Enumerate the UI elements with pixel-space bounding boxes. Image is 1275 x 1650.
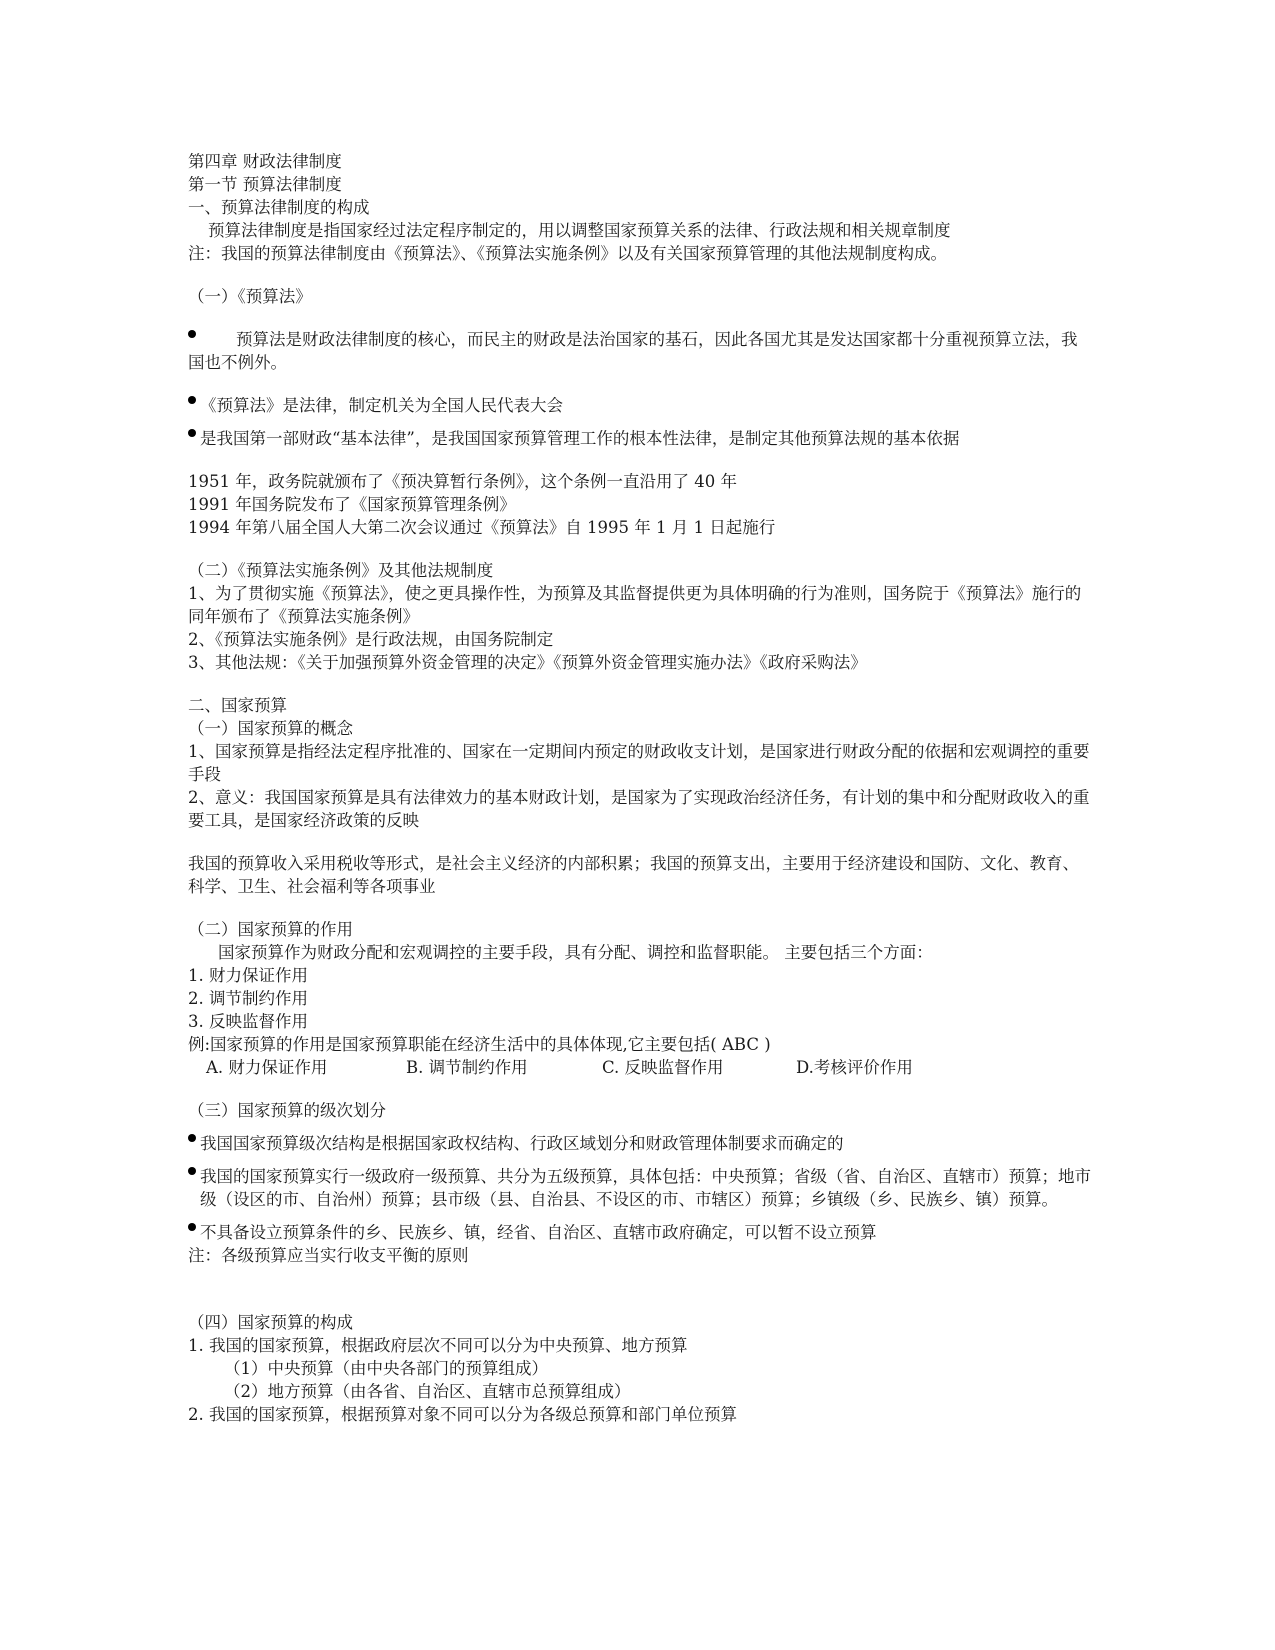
bullet-text: 《预算法》是法律，制定机关为全国人民代表大会 — [200, 396, 563, 415]
section-title: 第一节 预算法律制度 — [188, 175, 342, 194]
option-b: B. 调节制约作用 — [406, 1058, 528, 1077]
history-line: 1951 年，政务院就颁布了《预决算暂行条例》，这个条例一直沿用了 40 年 — [188, 472, 737, 491]
sub1-heading: （一）《预算法》 — [188, 287, 312, 306]
bullet-item — [188, 1165, 1093, 1211]
list-item: 1. 我国的国家预算，根据政府层次不同可以分为中央预算、地方预算 — [188, 1336, 688, 1355]
example-question: 例:国家预算的作用是国家预算职能在经济生活中的具体体现,它主要包括( ABC ) — [188, 1035, 771, 1054]
part2-sub1-heading: （一）国家预算的概念 — [188, 719, 353, 738]
bullet-item — [188, 394, 1093, 417]
history-line: 1991 年国务院发布了《国家预算管理条例》 — [188, 495, 516, 514]
chapter-title: 第四章 财政法律制度 — [188, 152, 342, 171]
bullet-text: 我国国家预算级次结构是根据国家政权结构、行政区域划分和财政管理体制要求而确定的 — [200, 1134, 844, 1153]
bullet-text: 我国的国家预算实行一级政府一级预算、共分为五级预算，具体包括：中央预算；省级（省、自治区、直辖市）预算；地市级（设区的市、自治州）预算；县市级（县、自治县、不设区的市、市辖区）预算；乡镇级（乡、民族乡、镇）预算。 — [200, 1167, 1091, 1209]
bullet-icon — [188, 429, 196, 437]
list-item: 1、国家预算是指经法定程序批准的、国家在一定期间内预定的财政收支计划，是国家进行财政分配的依据和宏观调控的重要手段 — [188, 742, 1090, 784]
bullet-icon — [188, 396, 196, 404]
paragraph: 我国的预算收入采用税收等形式，是社会主义经济的内部积累；我国的预算支出，主要用于经济建设和国防、文化、教育、科学、卫生、社会福利等各项事业 — [188, 854, 1079, 896]
bullet-icon — [188, 1167, 196, 1175]
part2-heading: 二、国家预算 — [188, 696, 287, 715]
part2-sub2-heading: （二）国家预算的作用 — [188, 920, 353, 939]
part2-sub4-heading: （四）国家预算的构成 — [188, 1313, 353, 1332]
note: 注：各级预算应当实行收支平衡的原则 — [188, 1246, 469, 1265]
list-item: 1、为了贯彻实施《预算法》，使之更具操作性，为预算及其监督提供更为具体明确的行为准则，国务院于《预算法》施行的同年颁布了《预算法实施条例》 — [188, 584, 1082, 626]
sub2-heading: （二）《预算法实施条例》及其他法规制度 — [188, 561, 494, 580]
option-d: D.考核评价作用 — [796, 1058, 913, 1077]
part1-intro: 预算法律制度是指国家经过法定程序制定的，用以调整国家预算关系的法律、行政法规和相关规章制度 — [208, 221, 951, 240]
list-item: 2. 我国的国家预算，根据预算对象不同可以分为各级总预算和部门单位预算 — [188, 1405, 737, 1424]
bullet-text: 是我国第一部财政“基本法律”，是我国国家预算管理工作的根本性法律，是制定其他预算法规的基本依据 — [200, 429, 960, 448]
list-item: 1. 财力保证作用 — [188, 966, 308, 985]
bullet-icon — [188, 330, 196, 338]
list-item: 3. 反映监督作用 — [188, 1012, 308, 1031]
sub-list-item: （1）中央预算（由中央各部门的预算组成） — [224, 1359, 548, 1378]
part1-note: 注：我国的预算法律制度由《预算法》、《预算法实施条例》以及有关国家预算管理的其他法规制度构成。 — [188, 244, 947, 263]
bullet-icon — [188, 1134, 196, 1142]
part2-sub3-heading: （三）国家预算的级次划分 — [188, 1101, 386, 1120]
history-line: 1994 年第八届全国人大第二次会议通过《预算法》自 1995 年 1 月 1 日起施行 — [188, 518, 776, 537]
bullet-icon — [188, 1223, 196, 1231]
document-page — [188, 150, 1093, 1426]
list-item: 2、意义：我国国家预算是具有法律效力的基本财政计划，是国家为了实现政治经济任务，有计划的集中和分配财政收入的重要工具，是国家经济政策的反映 — [188, 788, 1090, 830]
list-item: 2、《预算法实施条例》是行政法规，由国务院制定 — [188, 630, 554, 649]
list-item: 2. 调节制约作用 — [188, 989, 308, 1008]
option-a: A. 财力保证作用 — [206, 1058, 328, 1077]
bullet-item — [188, 328, 1093, 374]
list-item: 3、其他法规：《关于加强预算外资金管理的决定》《预算外资金管理实施办法》《政府采购法》 — [188, 653, 867, 672]
sub-list-item: （2）地方预算（由各省、自治区、直辖市总预算组成） — [224, 1382, 631, 1401]
bullet-text: 不具备设立预算条件的乡、民族乡、镇，经省、自治区、直辖市政府确定，可以暂不设立预算 — [200, 1223, 877, 1242]
bullet-item — [188, 427, 1093, 450]
bullet-text: 预算法是财政法律制度的核心，而民主的财政是法治国家的基石，因此各国尤其是发达国家都十分重视预算立法，我国也不例外。 — [188, 330, 1078, 372]
part1-heading: 一、预算法律制度的构成 — [188, 198, 370, 217]
answer-options — [188, 1056, 1093, 1079]
option-c: C. 反映监督作用 — [602, 1058, 724, 1077]
paragraph: 国家预算作为财政分配和宏观调控的主要手段，具有分配、调控和监督职能。 主要包括三个方面： — [218, 943, 933, 962]
bullet-item — [188, 1132, 1093, 1155]
bullet-item — [188, 1221, 1093, 1244]
